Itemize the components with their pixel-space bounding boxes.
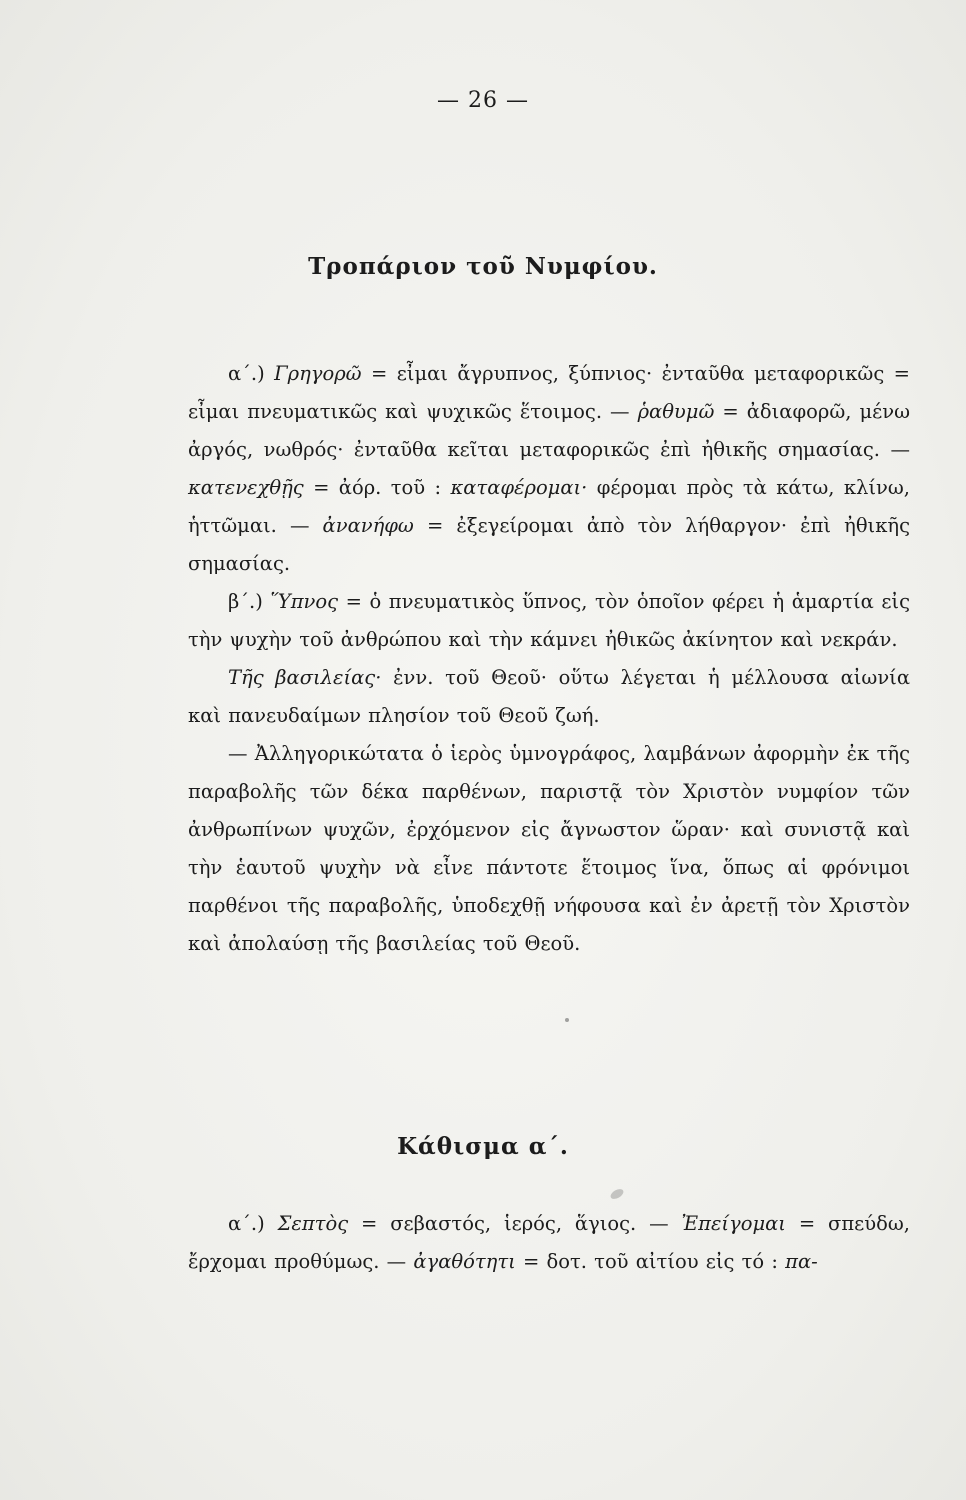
glossed-term: κατενεχθῇς: [188, 476, 304, 499]
glossed-term: πα-: [785, 1250, 818, 1273]
glossed-term: ἀνανήφω: [322, 514, 414, 537]
paragraph-text: = εἶμαι ἄγρυπνος, ξύπνιος· ἐνταῦθα μεταφορικῶς = εἶμαι πνευματικῶς καὶ ψυχικῶς ἕτοιμος. —: [188, 362, 910, 423]
paragraph-text: — Ἀλληγορικώτατα ὁ ἱερὸς ὑμνογράφος, λαμβάνων ἀφορμὴν ἐκ τῆς παραβολῆς τῶν δέκα παρθένων, παριστᾷ τὸν Χριστὸν νυμφίον τῶν ἀνθρωπίνων ψυχῶν, ἐρχόμενον εἰς ἄγνωστον ὥραν· καὶ συνιστᾷ καὶ τὴν ἑαυτοῦ ψυχὴν νὰ εἶνε πάντοτε ἕτοιμος ἵνα, ὅπως αἱ φρόνιμοι παρθένοι τῆς παραβολῆς, ὑποδεχθῇ νήφουσα καὶ ἐν ἀρετῇ τὸν Χριστὸν καὶ ἀπολαύσῃ τῆς βασιλείας τοῦ Θεοῦ.: [188, 742, 910, 955]
glossed-term: Σεπτὸς: [277, 1212, 349, 1235]
paragraph-text: = ἀδιαφορῶ, μένω ἀργός, νωθρός· ἐνταῦθα κεῖται μεταφορικῶς ἐπὶ ἠθικῆς σημασίας. —: [188, 400, 910, 461]
paragraph-text: = ὁ πνευματικὸς ὕπνος, τὸν ὁποῖον φέρει ἡ ἁμαρτία εἰς τὴν ψυχὴν τοῦ ἀνθρώπου καὶ τὴν κάμνει ἠθικῶς ἀκίνητον καὶ νεκράν.: [188, 590, 910, 651]
commentary-block-2: [188, 1205, 910, 1281]
ink-smudge: [609, 1187, 625, 1201]
paragraph-text: α΄.): [228, 1212, 278, 1235]
glossed-term: ἀγαθότητι: [413, 1250, 516, 1273]
paragraph-text: = δοτ. τοῦ αἰτίου εἰς τό :: [515, 1250, 786, 1273]
commentary-block-1: [188, 355, 910, 963]
glossed-term: Ὕπνος: [270, 590, 339, 613]
paragraph: [188, 735, 910, 963]
paragraph-text: = σπεύδω, ἔρχομαι προθύμως. —: [188, 1212, 910, 1273]
paragraph-text: = ἀόρ. τοῦ :: [303, 476, 451, 499]
section-heading-troparion: Τροπάριον τοῦ Νυμφίου.: [308, 253, 658, 280]
paragraph: [188, 355, 910, 583]
paragraph: [188, 1205, 910, 1281]
paragraph: [188, 583, 910, 659]
glossed-term: Ἐπείγομαι: [681, 1212, 786, 1235]
paragraph-text: = σεβαστός, ἱερός, ἅγιος. —: [348, 1212, 682, 1235]
ink-speck: [565, 1018, 569, 1022]
glossed-term: Τῆς βασιλείας·: [228, 666, 382, 689]
paragraph-text: α΄.): [228, 362, 275, 385]
glossed-term: καταφέρομαι·: [450, 476, 588, 499]
glossed-term: ῥαθυμῶ: [637, 400, 715, 423]
paragraph-text: = ἐξεγείρομαι ἀπὸ τὸν λήθαργον· ἐπὶ ἠθικῆς σημασίας.: [188, 514, 910, 575]
paragraph-text: φέρομαι πρὸς τὰ κάτω, κλίνω, ἡττῶμαι. —: [188, 476, 910, 537]
paragraph-text: β΄.): [228, 590, 271, 613]
page-number: — 26 —: [437, 88, 529, 113]
section-heading-kathisma: Κάθισμα α΄.: [397, 1133, 569, 1160]
paragraph-text: ἐνν. τοῦ Θεοῦ· οὕτω λέγεται ἡ μέλλουσα αἰωνία καὶ πανευδαίμων πλησίον τοῦ Θεοῦ ζωή.: [188, 666, 910, 727]
glossed-term: Γρηγορῶ: [274, 362, 362, 385]
paragraph: [188, 659, 910, 735]
